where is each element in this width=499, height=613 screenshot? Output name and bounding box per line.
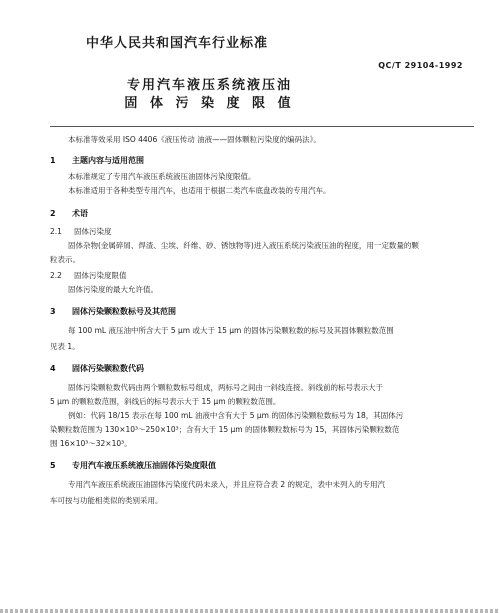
subsection-title: 固体污染度限值 <box>74 271 127 280</box>
section-4-heading <box>50 363 144 374</box>
section-number: 5 <box>50 461 56 470</box>
standard-category: 中华人民共和国汽车行业标准 <box>86 36 269 51</box>
section-title: 固体污染颗粒数标号及其范围 <box>72 307 176 316</box>
section-title: 专用汽车液压系统液压油固体污染度限值 <box>72 461 216 470</box>
section-5-paragraph-1: 专用汽车液压系统液压油固体污染度代码未录入，并且应符合表 2 的规定，表中未列入的专用汽 <box>68 480 386 489</box>
section-4-paragraph-2: 5 μm 的颗粒数范围，斜线后的标号表示大于 15 μm 的颗粒数范围。 <box>50 397 281 406</box>
section-2-heading <box>50 208 88 219</box>
subsection-title: 固体污染度 <box>74 227 112 236</box>
section-number: 1 <box>50 156 56 165</box>
scan-edge <box>0 609 499 613</box>
subsection-2-1-paragraph-1: 固体杂物(金属碎屑、焊渣、尘埃、纤维、砂、锈蚀物等)进入液压系统污染液压油的程度，用一定数量的颗 <box>68 241 419 250</box>
subsection-number: 2.2 <box>50 271 62 280</box>
section-4-paragraph-1: 固体污染颗粒数代码由两个颗粒数标号组成，两标号之间由一斜线连接。斜线前的标号表示大于 <box>68 383 383 392</box>
section-number: 2 <box>50 209 56 218</box>
section-5-paragraph-2: 车可按与功能相类似的类别采用。 <box>50 496 163 505</box>
title-divider <box>50 126 474 127</box>
section-number: 3 <box>50 307 56 316</box>
subsection-2-1-paragraph-2: 粒表示。 <box>50 255 80 264</box>
subsection-number: 2.1 <box>50 227 62 236</box>
subsection-2-2-heading <box>50 270 127 281</box>
section-4-paragraph-5: 围 16×10³～32×10³。 <box>50 439 132 448</box>
section-3-paragraph-1: 每 100 mL 液压油中所含大于 5 μm 或大于 15 μm 的固体污染颗粒数的标号及其固体颗粒数范围 <box>68 326 394 335</box>
document-title-line2: 固 体 污 染 度 限 值 <box>124 96 295 111</box>
section-title: 术语 <box>72 209 88 218</box>
section-1-paragraph-2: 本标准适用于各种类型专用汽车，也适用于根据二类汽车底盘改装的专用汽车。 <box>68 186 331 195</box>
intro-paragraph: 本标准等效采用 ISO 4406《液压传动 油液——固体颗粒污染度的编码法》。 <box>68 135 321 144</box>
subsection-2-2-paragraph-1: 固体污染度的最大允许值。 <box>68 285 158 294</box>
section-title: 固体污染颗粒数代码 <box>72 364 144 373</box>
section-3-heading <box>50 306 176 317</box>
section-title: 主题内容与适用范围 <box>72 156 144 165</box>
section-1-heading <box>50 155 144 166</box>
section-4-paragraph-3: 例如：代码 18/15 表示在每 100 mL 油液中含有大于 5 μm 的固体污染颗粒数标号为 18，其固体污 <box>68 411 404 420</box>
document-title-line1: 专用汽车液压系统液压油 <box>126 78 292 93</box>
section-number: 4 <box>50 364 56 373</box>
standard-code: QC/T 29104-1992 <box>378 61 463 70</box>
section-4-paragraph-4: 染颗粒数范围为 130×10³～250×10³；含有大于 15 μm 的固体颗粒数标号为 15，其固体污染颗粒数范 <box>50 425 400 434</box>
subsection-2-1-heading <box>50 226 112 237</box>
section-1-paragraph-1: 本标准规定了专用汽车液压系统液压油固体污染度限值。 <box>68 172 256 181</box>
section-5-heading <box>50 460 216 471</box>
section-3-paragraph-2: 见表 1。 <box>50 342 80 351</box>
